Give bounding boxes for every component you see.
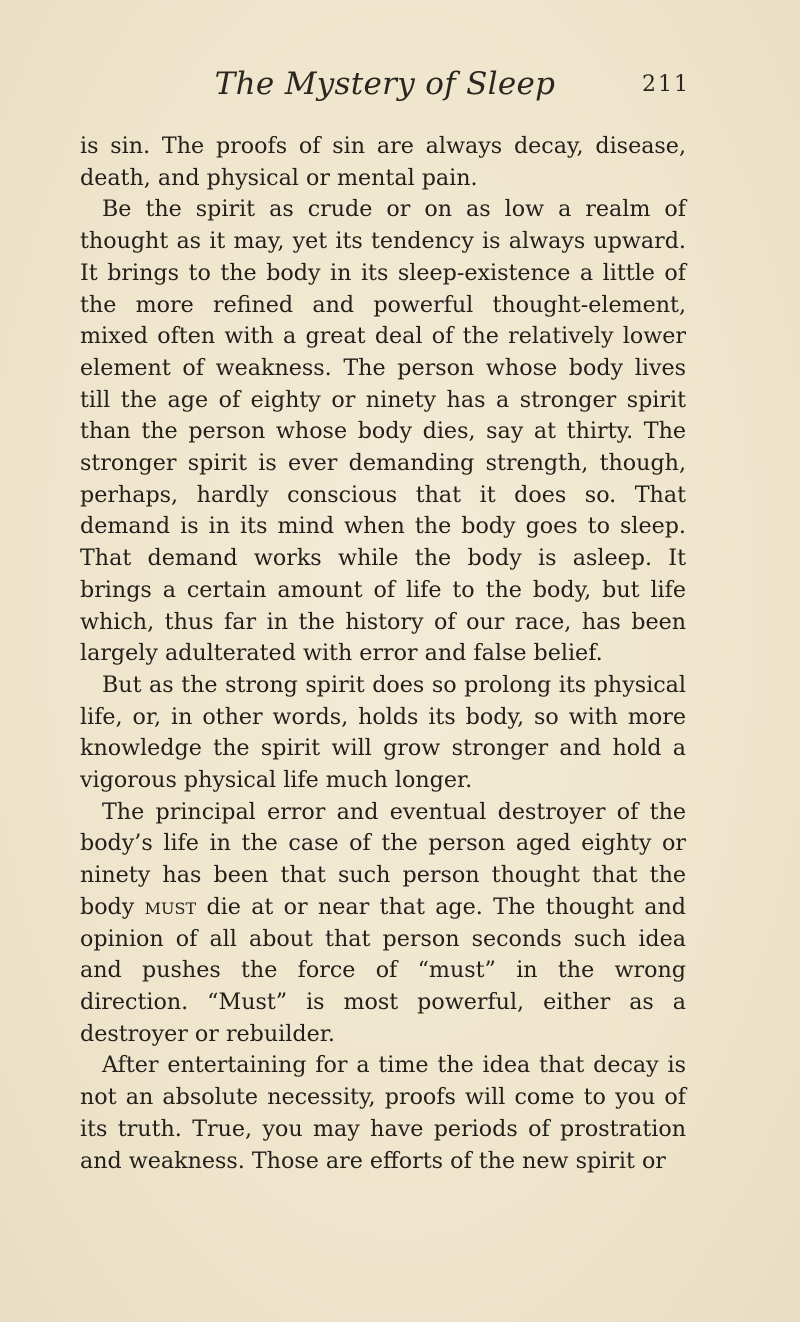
body-text: [80, 131, 686, 1177]
paragraph-2: Be the spirit as crude or on as low a realm of thought as it may, yet its tendency is always upward. It brings to the body in its sleep-existence a little of the more refined and powerful thought-element, mixed often with a great deal of the relatively lower element of weakness. The person whose body lives till the age of eighty or ninety has a stronger spirit than the person whose body dies, say at thirty. The stronger spirit is ever demanding strength, though, perhaps, hardly conscious that it does so. That demand is in its mind when the body goes to sleep. That demand works while the body is asleep. It brings a certain amount of life to the body, but life which, thus far in the history of our race, has been largely adulterated with error and false belief.: [80, 196, 686, 667]
page-number: 211: [642, 72, 690, 97]
paragraph-5: After entertaining for a time the idea that decay is not an absolute necessity, proofs will come to you of its truth. True, you may have periods of prostration and weakness. Those are efforts of the new spirit or: [80, 1052, 686, 1174]
paragraph-4-part-2: die at or near that age. The thought and opinion of all about that person seconds such idea and pushes the force of “must” in the wrong direction. “Must” is most powerful, either as a destroyer or rebuilder.: [80, 893, 686, 1047]
paragraph-4-part-1: The principal error and eventual destroyer of the body’s life in the case of the person aged eighty or ninety has been that such person thought that the body: [80, 798, 686, 920]
running-head-title: The Mystery of Sleep: [214, 66, 556, 102]
paragraph-1: is sin. The proofs of sin are always decay, disease, death, and physical or mental pain.: [80, 133, 686, 191]
paragraph-4: [80, 797, 686, 1051]
paragraph-3: But as the strong spirit does so prolong its physical life, or, in other words, holds its body, so with more knowledge the spirit will grow stronger and hold a vigorous physical life much longer.: [80, 671, 686, 794]
running-head: [80, 66, 690, 106]
emphasis-must: must: [144, 893, 197, 920]
